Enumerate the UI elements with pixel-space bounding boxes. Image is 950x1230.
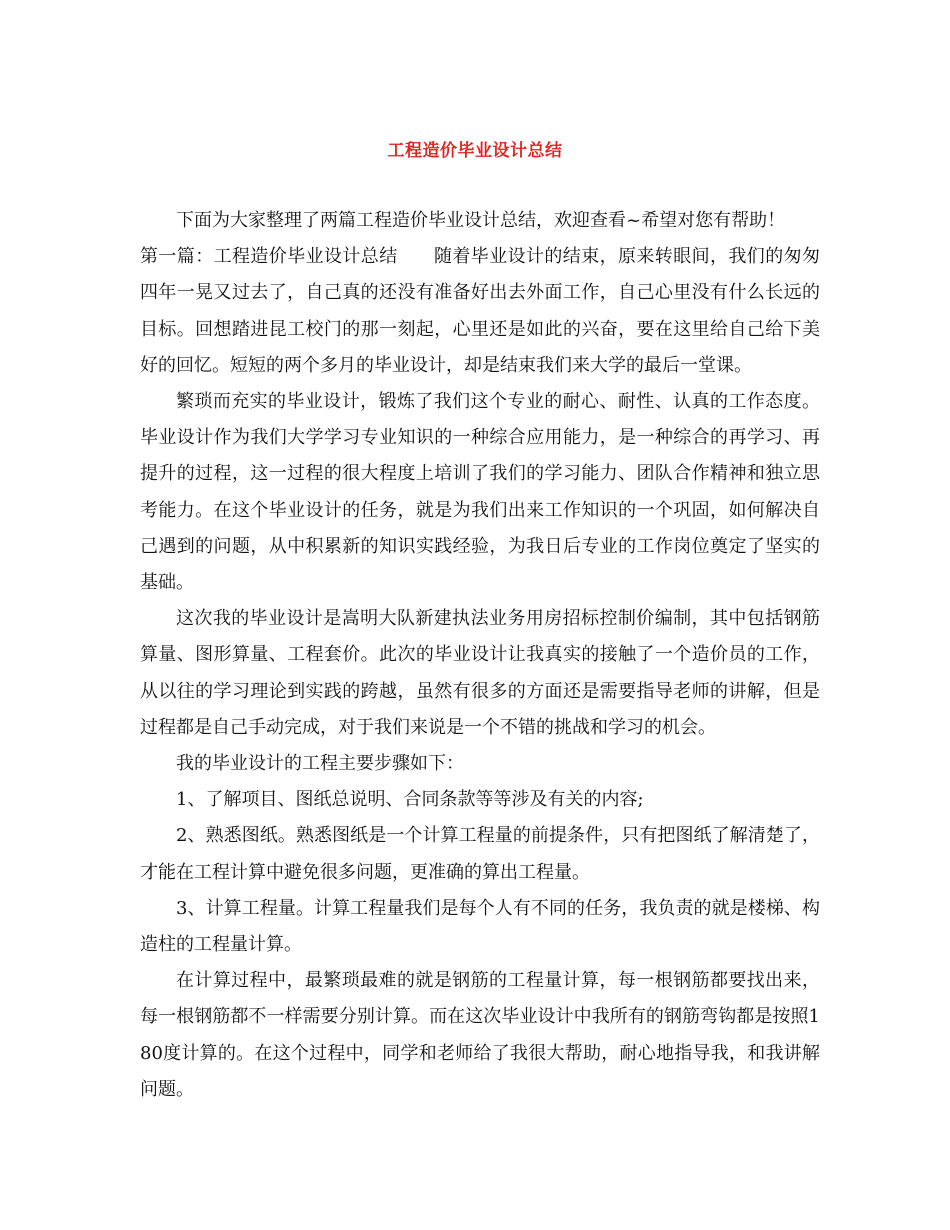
- body-paragraph: 1、了解项目、图纸总说明、合同条款等等涉及有关的内容;: [176, 789, 644, 811]
- document-body: [140, 203, 820, 1108]
- body-paragraph: 在计算过程中，最繁琐最难的就是钢筋的工程量计算，每一根钢筋都要找出来，每一根钢筋都不一样需要分别计算。而在这次毕业设计中我所有的钢筋弯钩都是按照180度计算的。在这个过程中，同学和老师给了我很大帮助，耐心地指导我，和我讲解问题。: [140, 970, 820, 1100]
- intro-paragraph: 下面为大家整理了两篇工程造价毕业设计总结，欢迎查看~希望对您有帮助！: [176, 210, 786, 231]
- body-paragraph: 我的毕业设计的工程主要步骤如下：: [176, 753, 464, 775]
- body-paragraph: 繁琐而充实的毕业设计，锻炼了我们这个专业的耐心、耐性、认真的工作态度。毕业设计作为我们大学学习专业知识的一种综合应用能力，是一种综合的再学习、再提升的过程，这一过程的很大程度上培训了我们的学习能力、团队合作精神和独立思考能力。在这个毕业设计的任务，就是为我们出来工作知识的一个巩固，如何解决自己遇到的问题，从中积累新的知识实践经验，为我日后专业的工作岗位奠定了坚实的基础。: [140, 391, 820, 594]
- section-first-paragraph: [140, 239, 820, 384]
- section-first-text: 随着毕业设计的结束，原来转眼间，我们的匆匆四年一晃又过去了，自己真的还没有准备好出去外面工作，自己心里没有什么长远的目标。回想踏进昆工校门的那一刻起，心里还是如此的兴奋，要在这里给自己给下美好的回忆。短短的两个多月的毕业设计，却是结束我们来大学的最后一堂课。: [140, 246, 821, 376]
- document-title: 工程造价毕业设计总结: [387, 141, 563, 161]
- body-paragraph: 这次我的毕业设计是嵩明大队新建执法业务用房招标控制价编制，其中包括钢筋算量、图形算量、工程套价。此次的毕业设计让我真实的接触了一个造价员的工作，从以往的学习理论到实践的跨越，虽然有很多的方面还是需要指导老师的讲解，但是过程都是自己手动完成，对于我们来说是一个不错的挑战和学习的机会。: [140, 608, 820, 738]
- body-paragraph: 2、熟悉图纸。熟悉图纸是一个计算工程量的前提条件，只有把图纸了解清楚了，才能在工程计算中避免很多问题，更准确的算出工程量。: [140, 825, 820, 883]
- body-paragraph: 3、计算工程量。计算工程量我们是每个人有不同的任务，我负责的就是楼梯、构造柱的工程量计算。: [140, 897, 820, 956]
- section-label: 第一篇：工程造价毕业设计总结: [140, 246, 398, 268]
